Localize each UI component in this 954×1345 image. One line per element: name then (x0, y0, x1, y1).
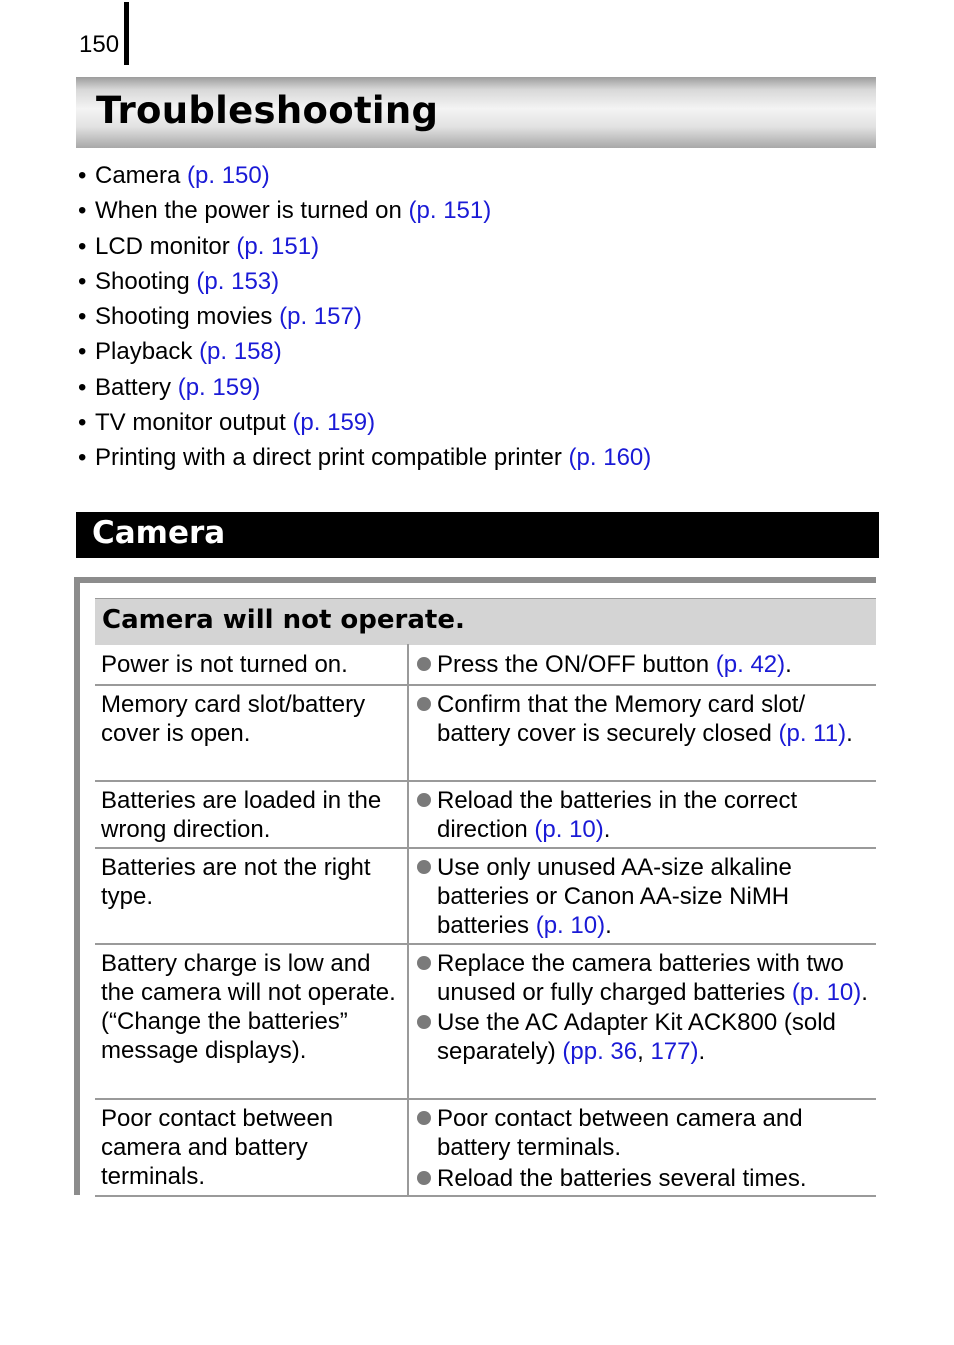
solution-item (416, 949, 874, 1007)
bullet-icon: • (78, 373, 87, 401)
solution-cell (416, 650, 874, 679)
solution-text: Poor contact between camera and battery terminals. (437, 1105, 803, 1161)
toc-item (78, 405, 651, 440)
solution-text: . (846, 720, 853, 747)
solution-text: Reload the batteries several times. (437, 1165, 807, 1192)
bullet-icon: • (78, 267, 87, 295)
page-number: 150 (79, 31, 120, 58)
toc-item (78, 229, 651, 264)
solution-item (416, 1008, 874, 1066)
column-divider (407, 847, 409, 943)
solution-cell (416, 690, 874, 748)
bullet-icon: • (78, 444, 87, 472)
table-row (95, 943, 876, 1100)
toc-page-link[interactable]: (p. 151) (408, 197, 492, 225)
column-divider (407, 780, 409, 847)
solution-text: . (605, 912, 612, 939)
box-top-border (74, 577, 876, 583)
toc-item (78, 299, 651, 334)
solution-text: . (698, 1038, 706, 1065)
table-row (95, 644, 876, 686)
solution-text: Use the AC Adapter Kit ACK800 (sold separately) (437, 1009, 836, 1065)
solution-cell (416, 949, 874, 1066)
table-row (95, 847, 876, 945)
solution-text: . (785, 651, 792, 678)
toc-page-link[interactable]: (p. 150) (187, 162, 270, 189)
title-band (76, 77, 876, 148)
cause-cell: Battery charge is low and the camera will not operate. (“Change the batteries” message displays). (101, 950, 396, 1064)
table-row (95, 780, 876, 849)
page-number-bar (124, 2, 129, 65)
toc-item (78, 193, 651, 228)
table-heading (95, 598, 876, 645)
toc-list (78, 158, 651, 476)
bullet-icon: • (78, 162, 87, 189)
toc-label: Printing with a direct print compatible printer (95, 444, 569, 472)
bullet-icon: • (78, 197, 87, 225)
toc-item (78, 334, 651, 369)
toc-item (78, 264, 651, 299)
cause-cell: Batteries are not the right type. (101, 854, 371, 910)
bullet-icon (417, 860, 431, 874)
table-row (95, 1098, 876, 1197)
solution-text: Confirm that the Memory card slot/ battery cover is securely closed (437, 691, 806, 747)
bullet-icon (417, 956, 431, 970)
toc-page-link[interactable]: (p. 160) (568, 444, 652, 472)
page-link[interactable]: (p. 10) (535, 912, 606, 939)
bullet-icon: • (78, 303, 87, 331)
solution-item (416, 650, 874, 679)
toc-label: Playback (95, 338, 200, 366)
box-left-border (74, 577, 80, 1195)
column-divider (407, 644, 409, 684)
toc-page-link[interactable]: (p. 159) (177, 373, 261, 401)
cause-cell: Power is not turned on. (101, 651, 348, 678)
solution-item (416, 786, 874, 844)
toc-label: Shooting (95, 267, 197, 295)
toc-page-link[interactable]: (p. 158) (199, 338, 282, 366)
solution-item (416, 1164, 874, 1193)
toc-label: Shooting movies (95, 303, 280, 331)
column-divider (407, 943, 409, 1098)
toc-item (78, 440, 651, 475)
solution-text: Replace the camera batteries with two unused or fully charged batteries (437, 950, 844, 1006)
solution-text: . (603, 816, 611, 843)
toc-label: When the power is turned on (95, 197, 409, 225)
cause-cell: Batteries are loaded in the wrong direction. (101, 787, 382, 843)
solution-cell (416, 786, 874, 844)
toc-page-link[interactable]: (p. 157) (279, 303, 362, 331)
table-row (95, 684, 876, 782)
page-link[interactable]: (p. 10) (534, 816, 604, 843)
bullet-icon (417, 793, 431, 807)
page-link[interactable]: (p. 42) (715, 651, 786, 678)
toc-item (78, 370, 651, 405)
toc-page-link[interactable]: (p. 153) (196, 267, 280, 295)
page-title: Troubleshooting (96, 89, 439, 132)
bullet-icon: • (78, 338, 87, 366)
section-bar (76, 512, 879, 558)
solution-item (416, 690, 874, 748)
solution-cell (416, 853, 874, 940)
toc-item (78, 158, 651, 193)
toc-label: TV monitor output (95, 409, 293, 437)
solution-text: . (861, 979, 868, 1006)
column-divider (407, 684, 409, 780)
page-link[interactable]: (p. 11) (778, 720, 847, 747)
solution-text: Reload the batteries in the correct direction (437, 787, 798, 843)
solution-text: Press the ON/OFF button (437, 651, 716, 678)
toc-label: LCD monitor (95, 232, 237, 260)
toc-page-link[interactable]: (p. 151) (236, 232, 320, 260)
toc-page-link[interactable]: (p. 159) (292, 409, 376, 437)
bullet-icon (417, 1015, 431, 1029)
solution-text: , (637, 1038, 651, 1065)
solution-item (416, 1104, 874, 1162)
page-link[interactable]: 177) (650, 1038, 699, 1065)
toc-label: Camera (95, 162, 188, 189)
bullet-icon (417, 1171, 431, 1185)
toc-label: Battery (95, 373, 178, 401)
bullet-icon (417, 697, 431, 711)
page-link[interactable]: (pp. 36 (562, 1038, 638, 1065)
column-divider (407, 1098, 409, 1195)
solution-item (416, 853, 874, 940)
page-link[interactable]: (p. 10) (791, 979, 862, 1006)
section-title: Camera (92, 515, 226, 551)
bullet-icon: • (78, 409, 87, 437)
bullet-icon (417, 657, 431, 671)
table-heading-text: Camera will not operate. (102, 605, 465, 635)
solution-text: Use only unused AA-size alkaline batteries or Canon AA-size NiMH batteries (437, 854, 792, 939)
bullet-icon (417, 1111, 431, 1125)
cause-cell: Poor contact between camera and battery terminals. (101, 1105, 334, 1190)
cause-cell: Memory card slot/battery cover is open. (101, 691, 366, 747)
solution-cell (416, 1104, 874, 1193)
bullet-icon: • (78, 232, 87, 260)
